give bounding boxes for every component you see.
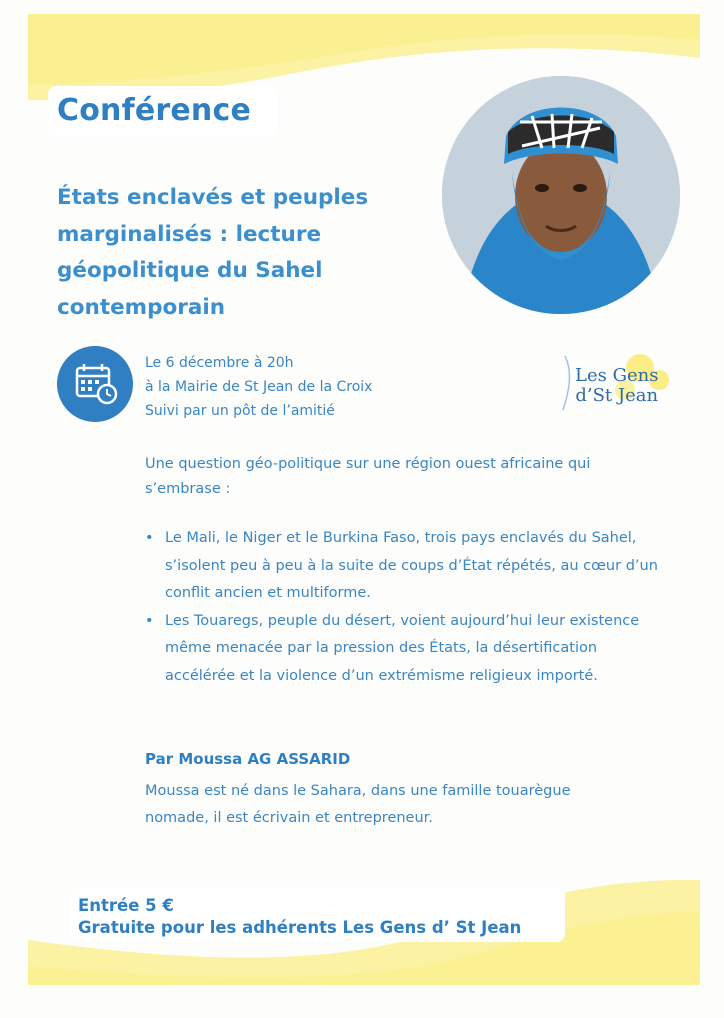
- event-place: à la Mairie de St Jean de la Croix: [145, 379, 373, 395]
- event-extra: Suivi par un pôt de l’amitié: [145, 403, 335, 419]
- conference-subtitle: États enclavés et peuples marginalisés : lecture géopolitique du Sahel contemporain: [57, 185, 369, 320]
- logo-line2: d’St Jean: [575, 385, 659, 406]
- event-details: [145, 351, 372, 423]
- entry-members: Gratuite pour les adhérents Les Gens d’ St Jean: [78, 918, 522, 937]
- portrait-photo: [442, 76, 680, 314]
- list-item: • Le Mali, le Niger et le Burkina Faso, trois pays enclavés du Sahel, s’isolent peu à peu à la suite de coups d’État répétés, au cœur d’un conflit ancien et multiforme.: [145, 525, 665, 608]
- bullet-list: [145, 525, 665, 690]
- author-bio: Moussa est né dans le Sahara, dans une famille touarègue nomade, il est écrivain et entrepreneur.: [145, 783, 571, 826]
- entry-price: Entrée 5 €: [78, 896, 174, 915]
- list-item: • Les Touaregs, peuple du désert, voient aujourd’hui leur existence même menacée par la pression des États, la désertification accélérée et la violence d’un extrémisme religieux importé.: [145, 608, 665, 691]
- page-title: Conférence: [57, 93, 252, 128]
- event-date: Le 6 décembre à 20h: [145, 355, 294, 371]
- author-name: Par Moussa AG ASSARID: [145, 750, 351, 768]
- intro-text: Une question géo-politique sur une région ouest africaine qui s’embrase :: [145, 456, 591, 497]
- les-gens-logo: [555, 346, 690, 426]
- logo-line1: Les Gens: [575, 365, 659, 386]
- calendar-clock-icon: [57, 346, 133, 422]
- speaker-photo: [442, 76, 680, 314]
- entry-info: [78, 895, 521, 939]
